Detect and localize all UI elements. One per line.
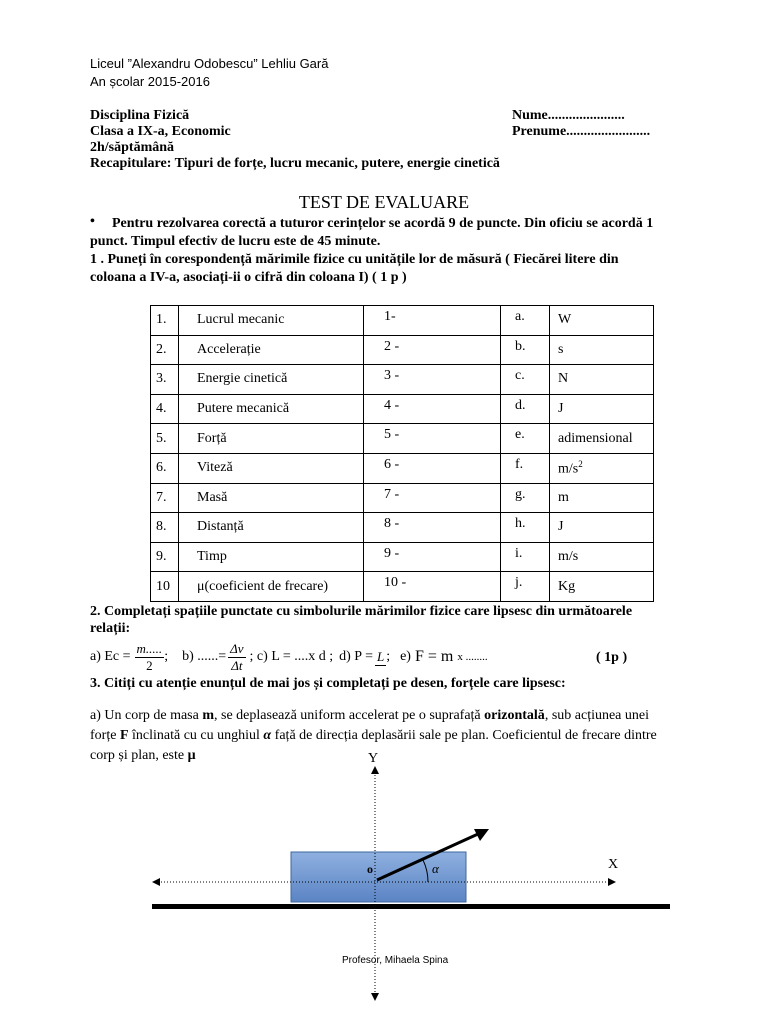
- bullet: •: [90, 214, 95, 229]
- formula-b-denominator: Δt: [231, 657, 243, 673]
- intro-line-2: punct. Timpul efectiv de lucru este de 45 minute.: [90, 234, 381, 249]
- topic: Recapitulare: Tipuri de forțe, lucru mecanic, putere, energie cinetică: [90, 156, 500, 171]
- force-symbol: F: [119, 728, 129, 743]
- q2-line-1: 2. Completați spațiile punctate cu simbolurile mărimilor fizice care lipsesc din următoarele: [90, 604, 633, 619]
- formula-a-denominator: 2: [146, 657, 153, 673]
- quantity-name: Energie cinetică: [179, 365, 364, 395]
- q3-text: corp și plan, este: [90, 748, 188, 763]
- unit-name: N: [550, 365, 654, 395]
- intro-line-1: Pentru rezolvarea corectă a tuturor cerințelor se acordă 9 de puncte. Din oficiu se acordă 1: [112, 216, 654, 231]
- unit-name: s: [550, 335, 654, 365]
- alpha-symbol: α: [263, 728, 272, 743]
- unit-letter: e.: [501, 424, 550, 454]
- quantity-name: Distanță: [179, 513, 364, 543]
- unit-letter: g.: [501, 483, 550, 513]
- name-field: Nume......................: [512, 108, 625, 123]
- q3-text-line-1: [90, 708, 649, 724]
- formula-c: ; c) L = ....x d ;: [249, 649, 334, 664]
- answer-blank: 4 -: [364, 394, 501, 424]
- origin-label: o: [367, 862, 373, 876]
- q3-text: a) Un corp de masa: [90, 708, 203, 723]
- answer-blank: 8 -: [364, 513, 501, 543]
- formula-d-numerator: L: [376, 648, 385, 664]
- force-diagram: [0, 740, 768, 1024]
- unit-letter: d.: [501, 394, 550, 424]
- school-name: Liceul ”Alexandru Odobescu” Lehliu Gară: [90, 56, 329, 71]
- formula-e: F = m: [414, 648, 454, 665]
- teacher-signature: Profesor, Mihaela Spina: [342, 955, 449, 966]
- matching-table: [150, 305, 654, 602]
- unit-letter: a.: [501, 306, 550, 336]
- class-info: Clasa a IX-a, Economic: [90, 124, 231, 139]
- row-number: 5.: [151, 424, 179, 454]
- quantity-name: Forță: [179, 424, 364, 454]
- formula-d-fraction: [375, 649, 386, 666]
- y-axis-label: Y: [368, 751, 379, 766]
- discipline: Disciplina Fizică: [90, 108, 190, 123]
- table-row: [151, 513, 654, 543]
- row-number: 4.: [151, 394, 179, 424]
- quantity-name: Viteză: [179, 453, 364, 483]
- row-number: 2.: [151, 335, 179, 365]
- hours-per-week: 2h/săptămână: [90, 140, 175, 155]
- unit-name: J: [550, 513, 654, 543]
- x-axis-label: X: [608, 857, 619, 872]
- quantity-name: Timp: [179, 542, 364, 572]
- unit-letter: j.: [501, 572, 550, 602]
- quantity-name: Putere mecanică: [179, 394, 364, 424]
- formula-a-sep: ;: [164, 649, 169, 664]
- formula-b-fraction: [228, 641, 245, 674]
- answer-blank: 5 -: [364, 424, 501, 454]
- formula-a-numerator: m.....: [136, 640, 163, 656]
- unit-name: Kg: [550, 572, 654, 602]
- q2-line-2: relații:: [90, 621, 131, 636]
- answer-blank: 9 -: [364, 542, 501, 572]
- unit-name: m/s: [550, 542, 654, 572]
- q3-text: față de direcția deplasării sale pe plan. Coeficientul de frecare dintre: [271, 728, 657, 743]
- answer-blank: 6 -: [364, 453, 501, 483]
- row-number: 1.: [151, 306, 179, 336]
- quantity-name: Lucrul mecanic: [179, 306, 364, 336]
- formula-b-numerator: Δv: [230, 640, 244, 656]
- unit-name: adimensional: [550, 424, 654, 454]
- q1-line-1: 1 . Puneți în corespondență mărimile fizice cu unitățile lor de măsură ( Fiecărei litere din: [90, 252, 619, 267]
- unit-name: m: [550, 483, 654, 513]
- table-row: [151, 572, 654, 602]
- row-number: 9.: [151, 542, 179, 572]
- mu-symbol: μ: [187, 748, 196, 763]
- formula-b-label: b) ......=: [182, 649, 227, 664]
- surname-field: Prenume........................: [512, 124, 651, 139]
- horizontal-word: orizontală: [484, 708, 545, 723]
- unit-name: J: [550, 394, 654, 424]
- formula-e-label: e): [400, 649, 411, 664]
- angle-label: α: [432, 861, 439, 876]
- x-axis-left-arrow: [152, 878, 160, 886]
- unit-name: $m/s^2$: [550, 453, 654, 483]
- row-number: 7.: [151, 483, 179, 513]
- table-row: [151, 335, 654, 365]
- unit-letter: h.: [501, 513, 550, 543]
- page-title: TEST DE EVALUARE: [298, 192, 470, 212]
- row-number: 3.: [151, 365, 179, 395]
- table-row: [151, 542, 654, 572]
- quantity-name: Masă: [179, 483, 364, 513]
- unit-letter: f.: [501, 453, 550, 483]
- formula-e-blank: x ........: [457, 651, 488, 663]
- q3-text: , sub acțiunea unei: [544, 708, 649, 723]
- table-row: [151, 424, 654, 454]
- table-row: [151, 453, 654, 483]
- q3-heading: 3. Citiți cu atenție enunțul de mai jos și completați pe desen, forțele care lipsesc:: [90, 676, 566, 691]
- q3-text: înclinată cu cu unghiul: [128, 728, 264, 743]
- answer-blank: 10 -: [364, 572, 501, 602]
- q2-points: ( 1p ): [596, 650, 628, 665]
- formula-a-fraction: [135, 641, 165, 674]
- school-year: An școlar 2015-2016: [90, 74, 210, 89]
- formula-d-label: d) P =: [339, 649, 373, 664]
- unit-superscript: 2: [578, 458, 583, 469]
- q2-formulas: [90, 638, 488, 676]
- q1-line-2: coloana a IV-a, asociați-ii o cifră din coloana I) ( 1 p ): [90, 270, 407, 285]
- table-row: [151, 306, 654, 336]
- row-number: 10: [151, 572, 179, 602]
- row-number: 8.: [151, 513, 179, 543]
- x-axis-right-arrow: [608, 878, 616, 886]
- y-axis-down-arrow: [371, 993, 379, 1001]
- answer-blank: 7 -: [364, 483, 501, 513]
- ground-line: [152, 904, 670, 909]
- table-row: [151, 365, 654, 395]
- row-number: 6.: [151, 453, 179, 483]
- formula-d-sep: ;: [386, 649, 391, 664]
- unit-letter: c.: [501, 365, 550, 395]
- y-axis-up-arrow: [371, 766, 379, 774]
- mass-symbol: m: [202, 708, 215, 723]
- formula-a-label: a) Ec =: [90, 649, 131, 664]
- table-row: [151, 394, 654, 424]
- unit-letter: i.: [501, 542, 550, 572]
- answer-blank: 2 -: [364, 335, 501, 365]
- q3-text: , se deplasează uniform accelerat pe o suprafață: [214, 708, 485, 723]
- answer-blank: 1-: [364, 306, 501, 336]
- unit-letter: b.: [501, 335, 550, 365]
- quantity-name: μ(coeficient de frecare): [179, 572, 364, 602]
- quantity-name: Accelerație: [179, 335, 364, 365]
- block-body: [291, 852, 466, 902]
- unit-name: W: [550, 306, 654, 336]
- q3-text: forțe: [90, 728, 120, 743]
- table-row: [151, 483, 654, 513]
- answer-blank: 3 -: [364, 365, 501, 395]
